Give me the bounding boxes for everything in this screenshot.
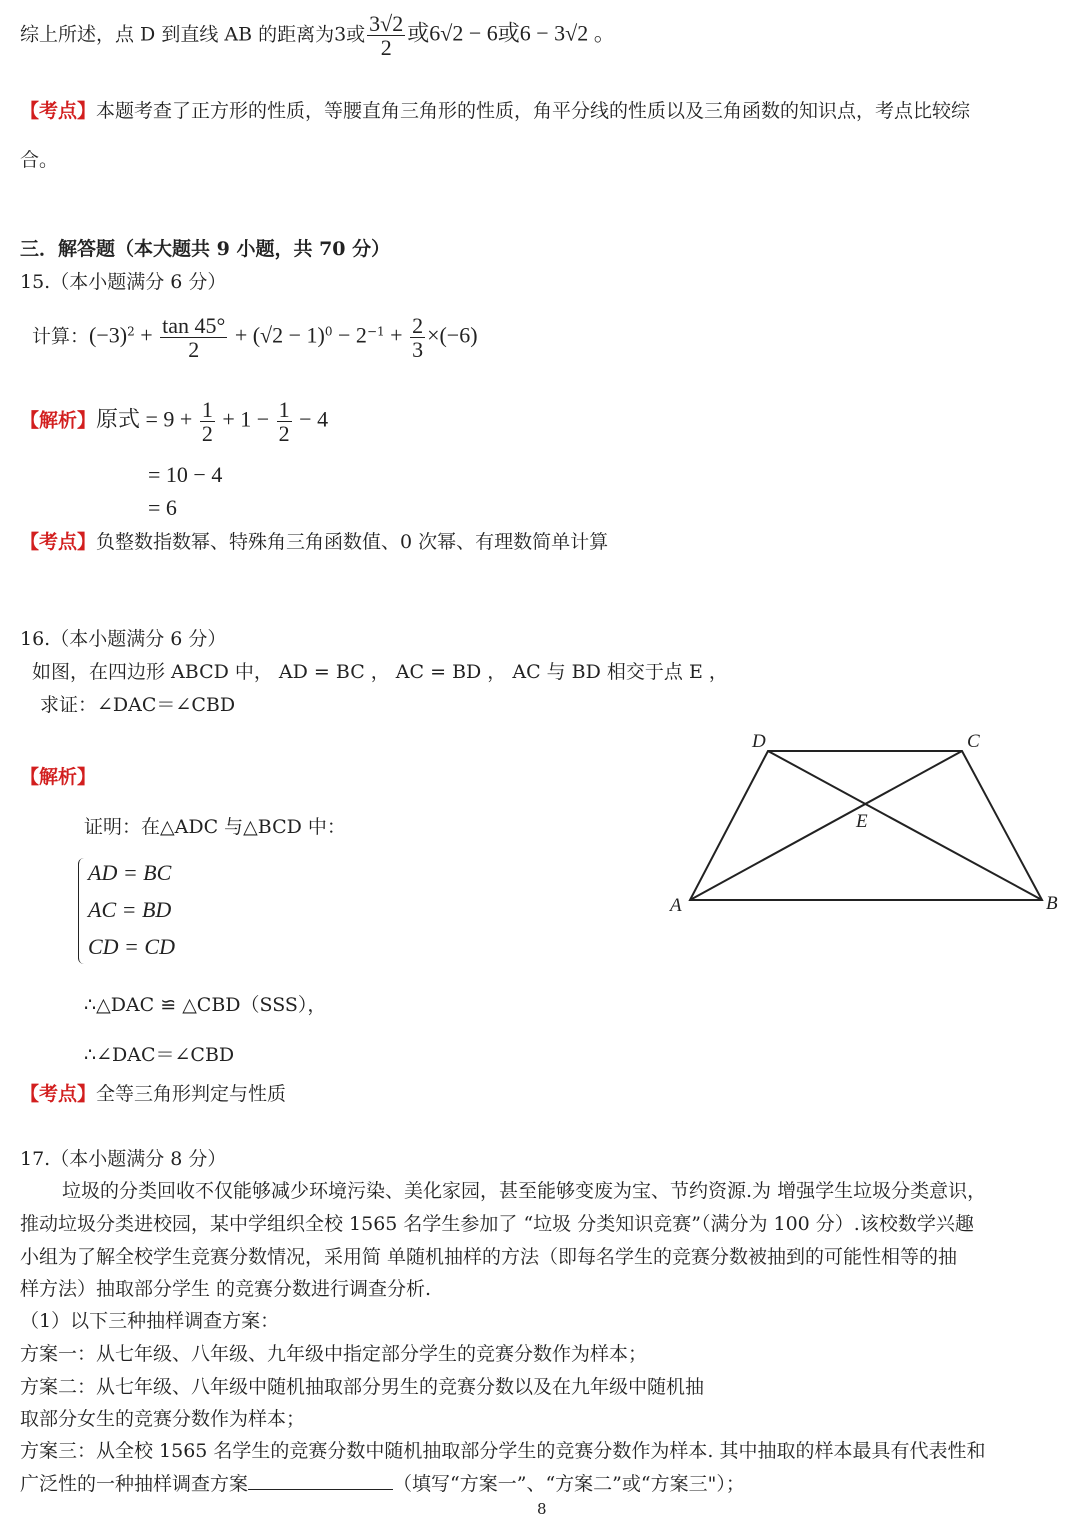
label-b: B bbox=[1046, 893, 1058, 914]
summary-line bbox=[20, 12, 616, 59]
numerator: 2 bbox=[412, 313, 424, 338]
answer-blank[interactable] bbox=[248, 1471, 393, 1490]
q15-solution bbox=[20, 398, 328, 445]
term: + (√2 − 1) bbox=[229, 322, 325, 348]
q17-text: 小组为了解全校学生竞赛分数情况，采用简 单随机抽样的方法（即每名学生的竞赛分数被抽到的可能性相等的抽 bbox=[20, 1246, 958, 1268]
q17-part1: （1）以下三种抽样调查方案： bbox=[20, 1310, 280, 1332]
label-d: D bbox=[752, 731, 766, 752]
q15-expression bbox=[32, 314, 478, 361]
fraction bbox=[160, 314, 227, 361]
kaodian-text: 全等三角形判定与性质 bbox=[96, 1083, 287, 1105]
denominator: 2 bbox=[201, 421, 213, 447]
exponent: 2 bbox=[127, 324, 135, 339]
denominator: 2 bbox=[278, 421, 290, 447]
q17-text: 垃圾的分类回收不仅能够减少环境污染、美化家园，甚至能够变废为宝、节约资源.为 增强学生垃圾分类意识， bbox=[62, 1180, 987, 1202]
kaodian-text: 本题考查了正方形的性质，等腰直角三角形的性质，角平分线的性质以及三角函数的知识点，考点比较综 bbox=[96, 100, 971, 122]
kaodian-14 bbox=[20, 96, 970, 123]
conclusion: ∴∠DAC＝∠CBD bbox=[84, 1044, 235, 1066]
kaodian-text: 负整数指数幂、特殊角三角函数值、0 次幂、有理数简单计算 bbox=[96, 531, 609, 553]
q16-text: 如图，在四边形 ABCD 中， AD = BC ， AC = BD ， AC 与 BD 相交于点 E ， bbox=[32, 661, 728, 683]
quadrilateral-figure bbox=[660, 725, 1070, 925]
prompt: 计算： bbox=[32, 325, 90, 348]
term: ×(−6) bbox=[427, 322, 478, 348]
equation: AD = BC bbox=[88, 860, 172, 885]
fraction bbox=[410, 314, 425, 361]
label-c: C bbox=[967, 731, 980, 752]
diagonal-ac bbox=[690, 751, 962, 900]
plan-2: 方案二：从七年级、八年级中随机抽取部分男生的竞赛分数以及在九年级中随机抽 bbox=[20, 1376, 705, 1398]
denominator: 2 bbox=[188, 337, 200, 363]
summary-text: 综上所述，点 D 到直线 AB 的距离为3或 bbox=[20, 23, 366, 46]
term: + 1 − bbox=[216, 406, 275, 432]
numerator: 1 bbox=[201, 397, 213, 422]
brace bbox=[78, 858, 87, 964]
equation: CD = CD bbox=[88, 934, 175, 959]
kaodian-text-cont: 合。 bbox=[20, 149, 59, 171]
q16-header: 16.（本小题满分 6 分） bbox=[20, 628, 227, 650]
q17-header: 17.（本小题满分 8 分） bbox=[20, 1148, 227, 1170]
kaodian-16 bbox=[20, 1079, 286, 1106]
equation: AC = BD bbox=[88, 897, 172, 922]
exponent: 0 bbox=[324, 324, 333, 339]
q17-answer-line bbox=[20, 1469, 745, 1496]
numerator: tan 45° bbox=[162, 313, 226, 338]
denominator: 2 bbox=[380, 35, 392, 61]
term: − 2 bbox=[332, 322, 367, 348]
section-heading: 三．解答题（本大题共 9 小题，共 70 分） bbox=[20, 238, 391, 260]
kaodian-label: 【考点】 bbox=[20, 100, 97, 122]
kaodian-label: 【考点】 bbox=[20, 1083, 97, 1105]
q15-header: 15.（本小题满分 6 分） bbox=[20, 271, 227, 293]
term: − 4 bbox=[293, 406, 329, 432]
label-a: A bbox=[670, 895, 682, 916]
step: = 10 − 4 bbox=[148, 462, 223, 487]
q17-text: （填写“方案一”、“方案二”或“方案三"）； bbox=[393, 1473, 745, 1495]
proof-intro: 证明：在△ADC 与△BCD 中： bbox=[84, 816, 346, 838]
plan-2-cont: 取部分女生的竞赛分数作为样本； bbox=[20, 1408, 306, 1430]
fraction bbox=[277, 398, 292, 445]
step: = 6 bbox=[148, 495, 177, 520]
op: + bbox=[384, 322, 409, 348]
plan-3: 方案三：从全校 1565 名学生的竞赛分数中随机抽取部分学生的竞赛分数作为样本. 其中抽取的样本最具有代表性和 bbox=[20, 1440, 986, 1462]
q17-text: 样方法）抽取部分学生 的竞赛分数进行调查分析. bbox=[20, 1278, 432, 1300]
numerator: 3√2 bbox=[369, 11, 404, 36]
denominator: 3 bbox=[412, 337, 424, 363]
term: 原式 = 9 + bbox=[96, 406, 198, 432]
fraction bbox=[367, 12, 405, 59]
q17-text: 推动垃圾分类进校园，某中学组织全校 1565 名学生参加了 “垃圾 分类知识竞赛”（满分为 100 分）.该校数学兴趣 bbox=[20, 1213, 974, 1235]
jiexi-label: 【解析】 bbox=[20, 409, 97, 432]
op: + bbox=[134, 322, 159, 348]
jiexi-label: 【解析】 bbox=[20, 766, 97, 788]
page-number: 8 bbox=[537, 1500, 547, 1518]
exponent: −1 bbox=[366, 324, 385, 339]
kaodian-15 bbox=[20, 527, 608, 554]
summary-suffix: 或6√2 − 6或6 − 3√2 。 bbox=[407, 20, 616, 46]
label-e: E bbox=[856, 811, 868, 832]
q17-text: 广泛性的一种抽样调查方案 bbox=[20, 1473, 249, 1495]
numerator: 1 bbox=[278, 397, 290, 422]
q16-prove: 求证：∠DAC＝∠CBD bbox=[40, 694, 236, 716]
kaodian-label: 【考点】 bbox=[20, 531, 97, 553]
fraction bbox=[200, 398, 215, 445]
conclusion: ∴△DAC ≌ △CBD（SSS）， bbox=[84, 994, 327, 1016]
plan-1: 方案一：从七年级、八年级、九年级中指定部分学生的竞赛分数作为样本； bbox=[20, 1343, 648, 1365]
term: (−3) bbox=[89, 322, 128, 348]
